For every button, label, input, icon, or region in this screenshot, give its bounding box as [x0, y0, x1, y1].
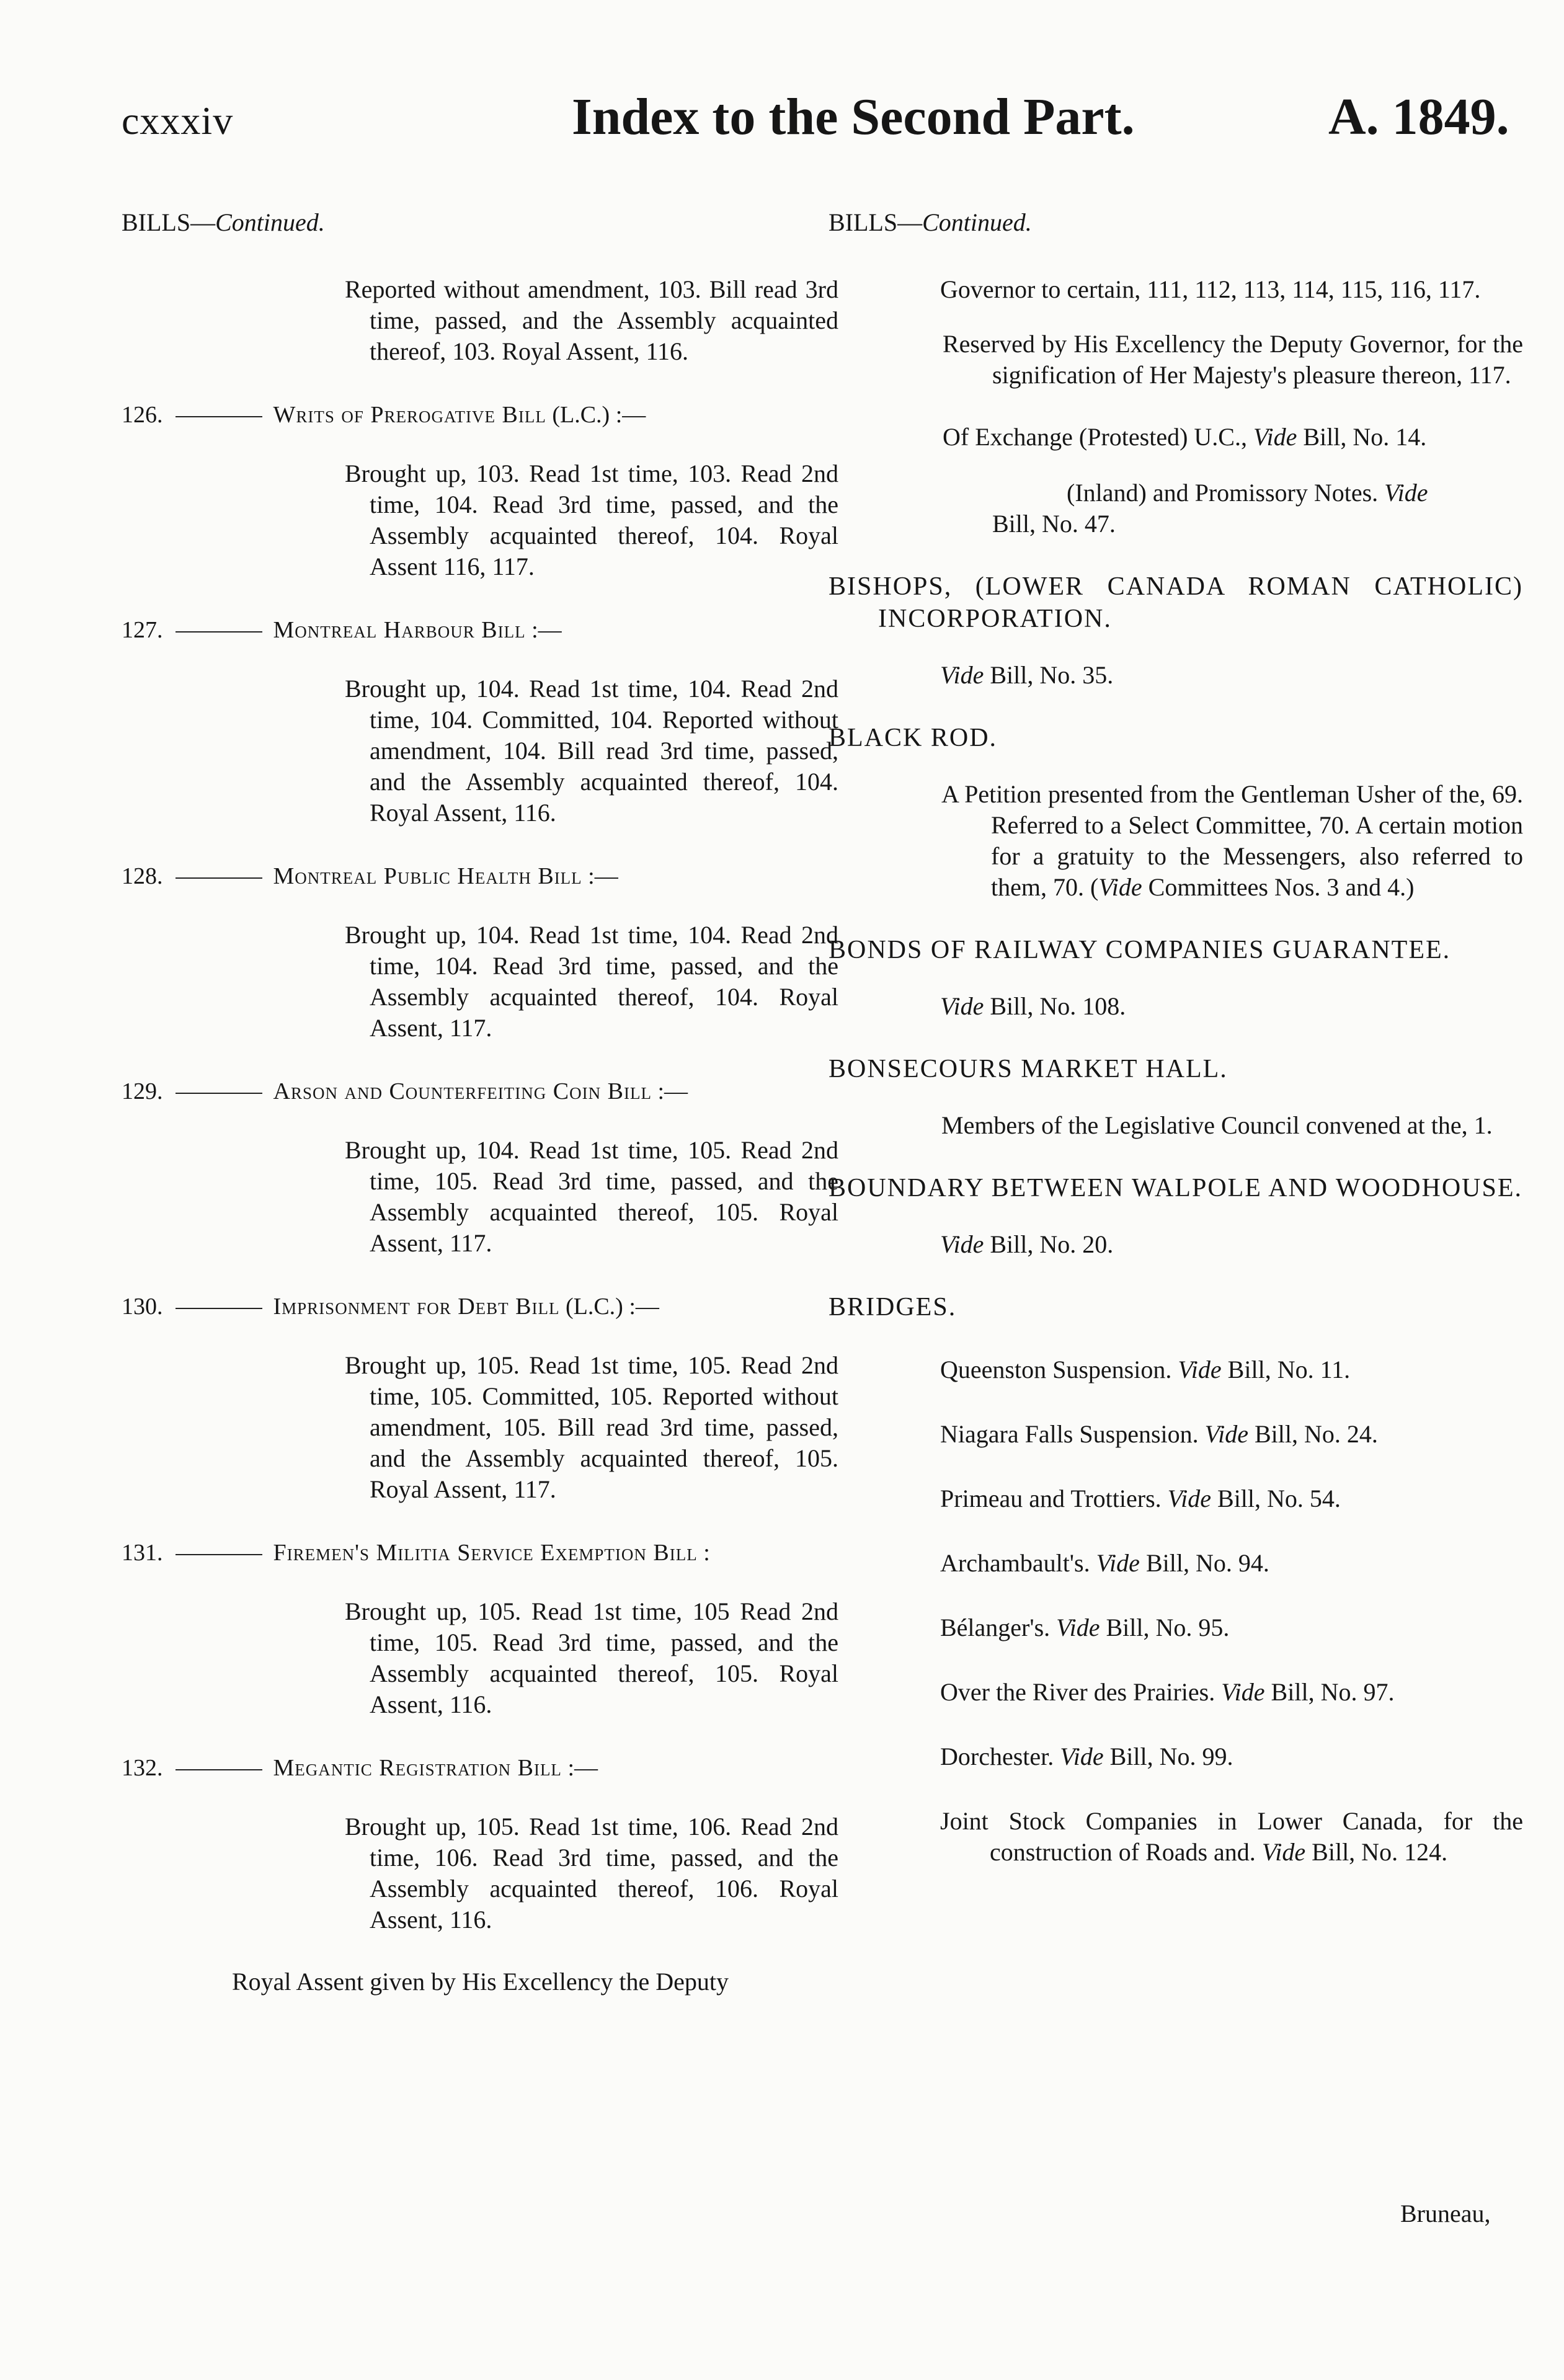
page-number: cxxxiv: [122, 99, 234, 143]
bill-132: [122, 1754, 838, 1935]
dash-rule: [176, 1093, 262, 1094]
heading-bonsecours: BONSECOURS MARKET HALL.: [829, 1055, 1228, 1083]
bill-number: 130.: [122, 1294, 163, 1320]
bill-126: [122, 401, 838, 582]
bridge-entry: Bélanger's. Vide Bill, No. 95.: [940, 1614, 1230, 1641]
bill-129: [122, 1078, 838, 1259]
bill-title: Writs of Prerogative Bill: [273, 402, 546, 428]
dash-rule: [176, 877, 262, 879]
bill-title: Arson and Counterfeiting Coin Bill: [273, 1078, 652, 1104]
bill-suffix: :—: [525, 617, 562, 643]
bill-suffix: :—: [582, 863, 618, 889]
bill-title: Montreal Harbour Bill: [273, 617, 526, 643]
bridge-entry: Joint Stock Companies in Lower Canada, for the construction of Roads and. Vide Bill, No. 124.: [940, 1807, 1523, 1866]
page-title: Index to the Second Part.: [572, 88, 1135, 146]
bridge-entry: Over the River des Prairies. Vide Bill, No. 97.: [940, 1678, 1395, 1706]
bill-suffix: :—: [651, 1078, 688, 1104]
bridge-entry: Archambault's. Vide Bill, No. 94.: [940, 1549, 1269, 1577]
bridge-entry: Dorchester. Vide Bill, No. 99.: [940, 1743, 1233, 1770]
heading-boundary: BOUNDARY BETWEEN WALPOLE AND WOODHOUSE.: [829, 1174, 1523, 1202]
continued-label: BILLS—Continued.: [829, 208, 1032, 236]
bill-number: 126.: [122, 402, 163, 428]
bill-text: Brought up, 104. Read 1st time, 105. Read 2nd time, 105. Read 3rd time, passed, and the Assembly acquainted thereof, 105. Royal Assent, 117.: [345, 1136, 838, 1257]
bill-text: Brought up, 105. Read 1st time, 106. Read 2nd time, 106. Read 3rd time, passed, and the Assembly acquainted thereof, 106. Royal Assent, 116.: [345, 1813, 838, 1934]
governor-entry: Governor to certain, 111, 112, 113, 114, 115, 116, 117.: [940, 275, 1481, 303]
heading-bridges: BRIDGES.: [829, 1293, 957, 1321]
catchword: Bruneau,: [1400, 2200, 1491, 2227]
bridge-entry: Niagara Falls Suspension. Vide Bill, No. 24.: [940, 1420, 1378, 1448]
bill-128: [122, 863, 838, 1044]
page-header: [0, 87, 1564, 155]
dash-rule: [176, 631, 262, 633]
bill-number: 128.: [122, 863, 163, 889]
bill-suffix: :—: [561, 1755, 598, 1781]
continued-label: BILLS—Continued.: [122, 208, 325, 236]
bill-131: [122, 1539, 838, 1720]
bishops-ref: Vide Bill, No. 35.: [940, 661, 1114, 689]
bonsecours-entry: Members of the Legislative Council convened at the, 1.: [941, 1111, 1493, 1139]
bill-number: 132.: [122, 1755, 163, 1781]
bill-title: Montreal Public Health Bill: [273, 863, 582, 889]
left-column: [122, 208, 838, 1997]
bill-text: Brought up, 104. Read 1st time, 104. Read 2nd time, 104. Read 3rd time, passed, and the Assembly acquainted thereof, 104. Royal Assent, 117.: [345, 921, 838, 1042]
bill-suffix: (L.C.) :—: [559, 1294, 659, 1320]
bill-number: 127.: [122, 617, 163, 643]
bridge-entry: Primeau and Trottiers. Vide Bill, No. 54.: [940, 1485, 1341, 1512]
exchange-entry: Of Exchange (Protested) U.C., Vide Bill, No. 14.: [943, 423, 1427, 451]
bill-suffix: :: [697, 1540, 710, 1566]
reserved-entry: Reserved by His Excellency the Deputy Governor, for the signification of Her Majesty's pleasure thereon, 117.: [943, 330, 1523, 389]
bill-text: Brought up, 105. Read 1st time, 105. Read 2nd time, 105. Committed, 105. Reported without amendment, 105. Bill read 3rd time, passed, and the Assembly acquainted thereof, 105. Royal Assent, 117.: [345, 1351, 838, 1503]
year-label: A. 1849.: [1328, 88, 1509, 146]
heading-black-rod: BLACK ROD.: [829, 724, 998, 752]
dash-rule: [176, 1554, 262, 1555]
bill-text: Brought up, 104. Read 1st time, 104. Read 2nd time, 104. Committed, 104. Reported without amendment, 104. Bill read 3rd time, passed, and the Assembly acquainted thereof, 104. Royal Assent, 116.: [345, 675, 838, 827]
bridge-entry: Queenston Suspension. Vide Bill, No. 11.: [940, 1356, 1351, 1383]
heading-bonds: BONDS OF RAILWAY COMPANIES GUARANTEE.: [829, 936, 1451, 964]
black-rod-entry: A Petition presented from the Gentleman Usher of the, 69. Referred to a Select Committee, 70. A certain motion for a gratuity to the Messengers, also referred to them, 70. (Vide Committees Nos. 3 and 4.): [941, 780, 1523, 901]
bill-text: Brought up, 105. Read 1st time, 105 Read 2nd time, 105. Read 3rd time, passed, and the Assembly acquainted thereof, 105. Royal Assent, 116.: [345, 1597, 838, 1718]
right-column: [829, 208, 1523, 1901]
bill-title: Firemen's Militia Service Exemption Bill: [273, 1540, 698, 1566]
bill-number: 131.: [122, 1540, 163, 1566]
heading-bishops: BISHOPS, (LOWER CANADA ROMAN CATHOLIC) INCORPORATION.: [829, 572, 1523, 633]
dash-rule: [176, 1308, 262, 1309]
intro-entry: Reported without amendment, 103. Bill read 3rd time, passed, and the Assembly acquainted thereof, 103. Royal Assent, 116.: [345, 275, 838, 365]
bill-number: 129.: [122, 1078, 163, 1104]
bill-text: Brought up, 103. Read 1st time, 103. Read 2nd time, 104. Read 3rd time, passed, and the Assembly acquainted thereof, 104. Royal Assent 116, 117.: [345, 460, 838, 580]
dash-rule: [176, 1769, 262, 1770]
dash-rule: [176, 416, 262, 417]
bill-130: [122, 1293, 838, 1505]
bill-title: Megantic Registration Bill: [273, 1755, 562, 1781]
bill-title: Imprisonment for Debt Bill: [273, 1294, 560, 1320]
bill-127: [122, 616, 838, 828]
bill-suffix: (L.C.) :—: [546, 402, 646, 428]
closing-text: Royal Assent given by His Excellency the Deputy: [232, 1968, 729, 1996]
boundary-ref: Vide Bill, No. 20.: [940, 1230, 1114, 1258]
inland-entry: (Inland) and Promissory Notes. Vide Bill, No. 47.: [992, 479, 1428, 538]
bonds-ref: Vide Bill, No. 108.: [940, 992, 1126, 1020]
